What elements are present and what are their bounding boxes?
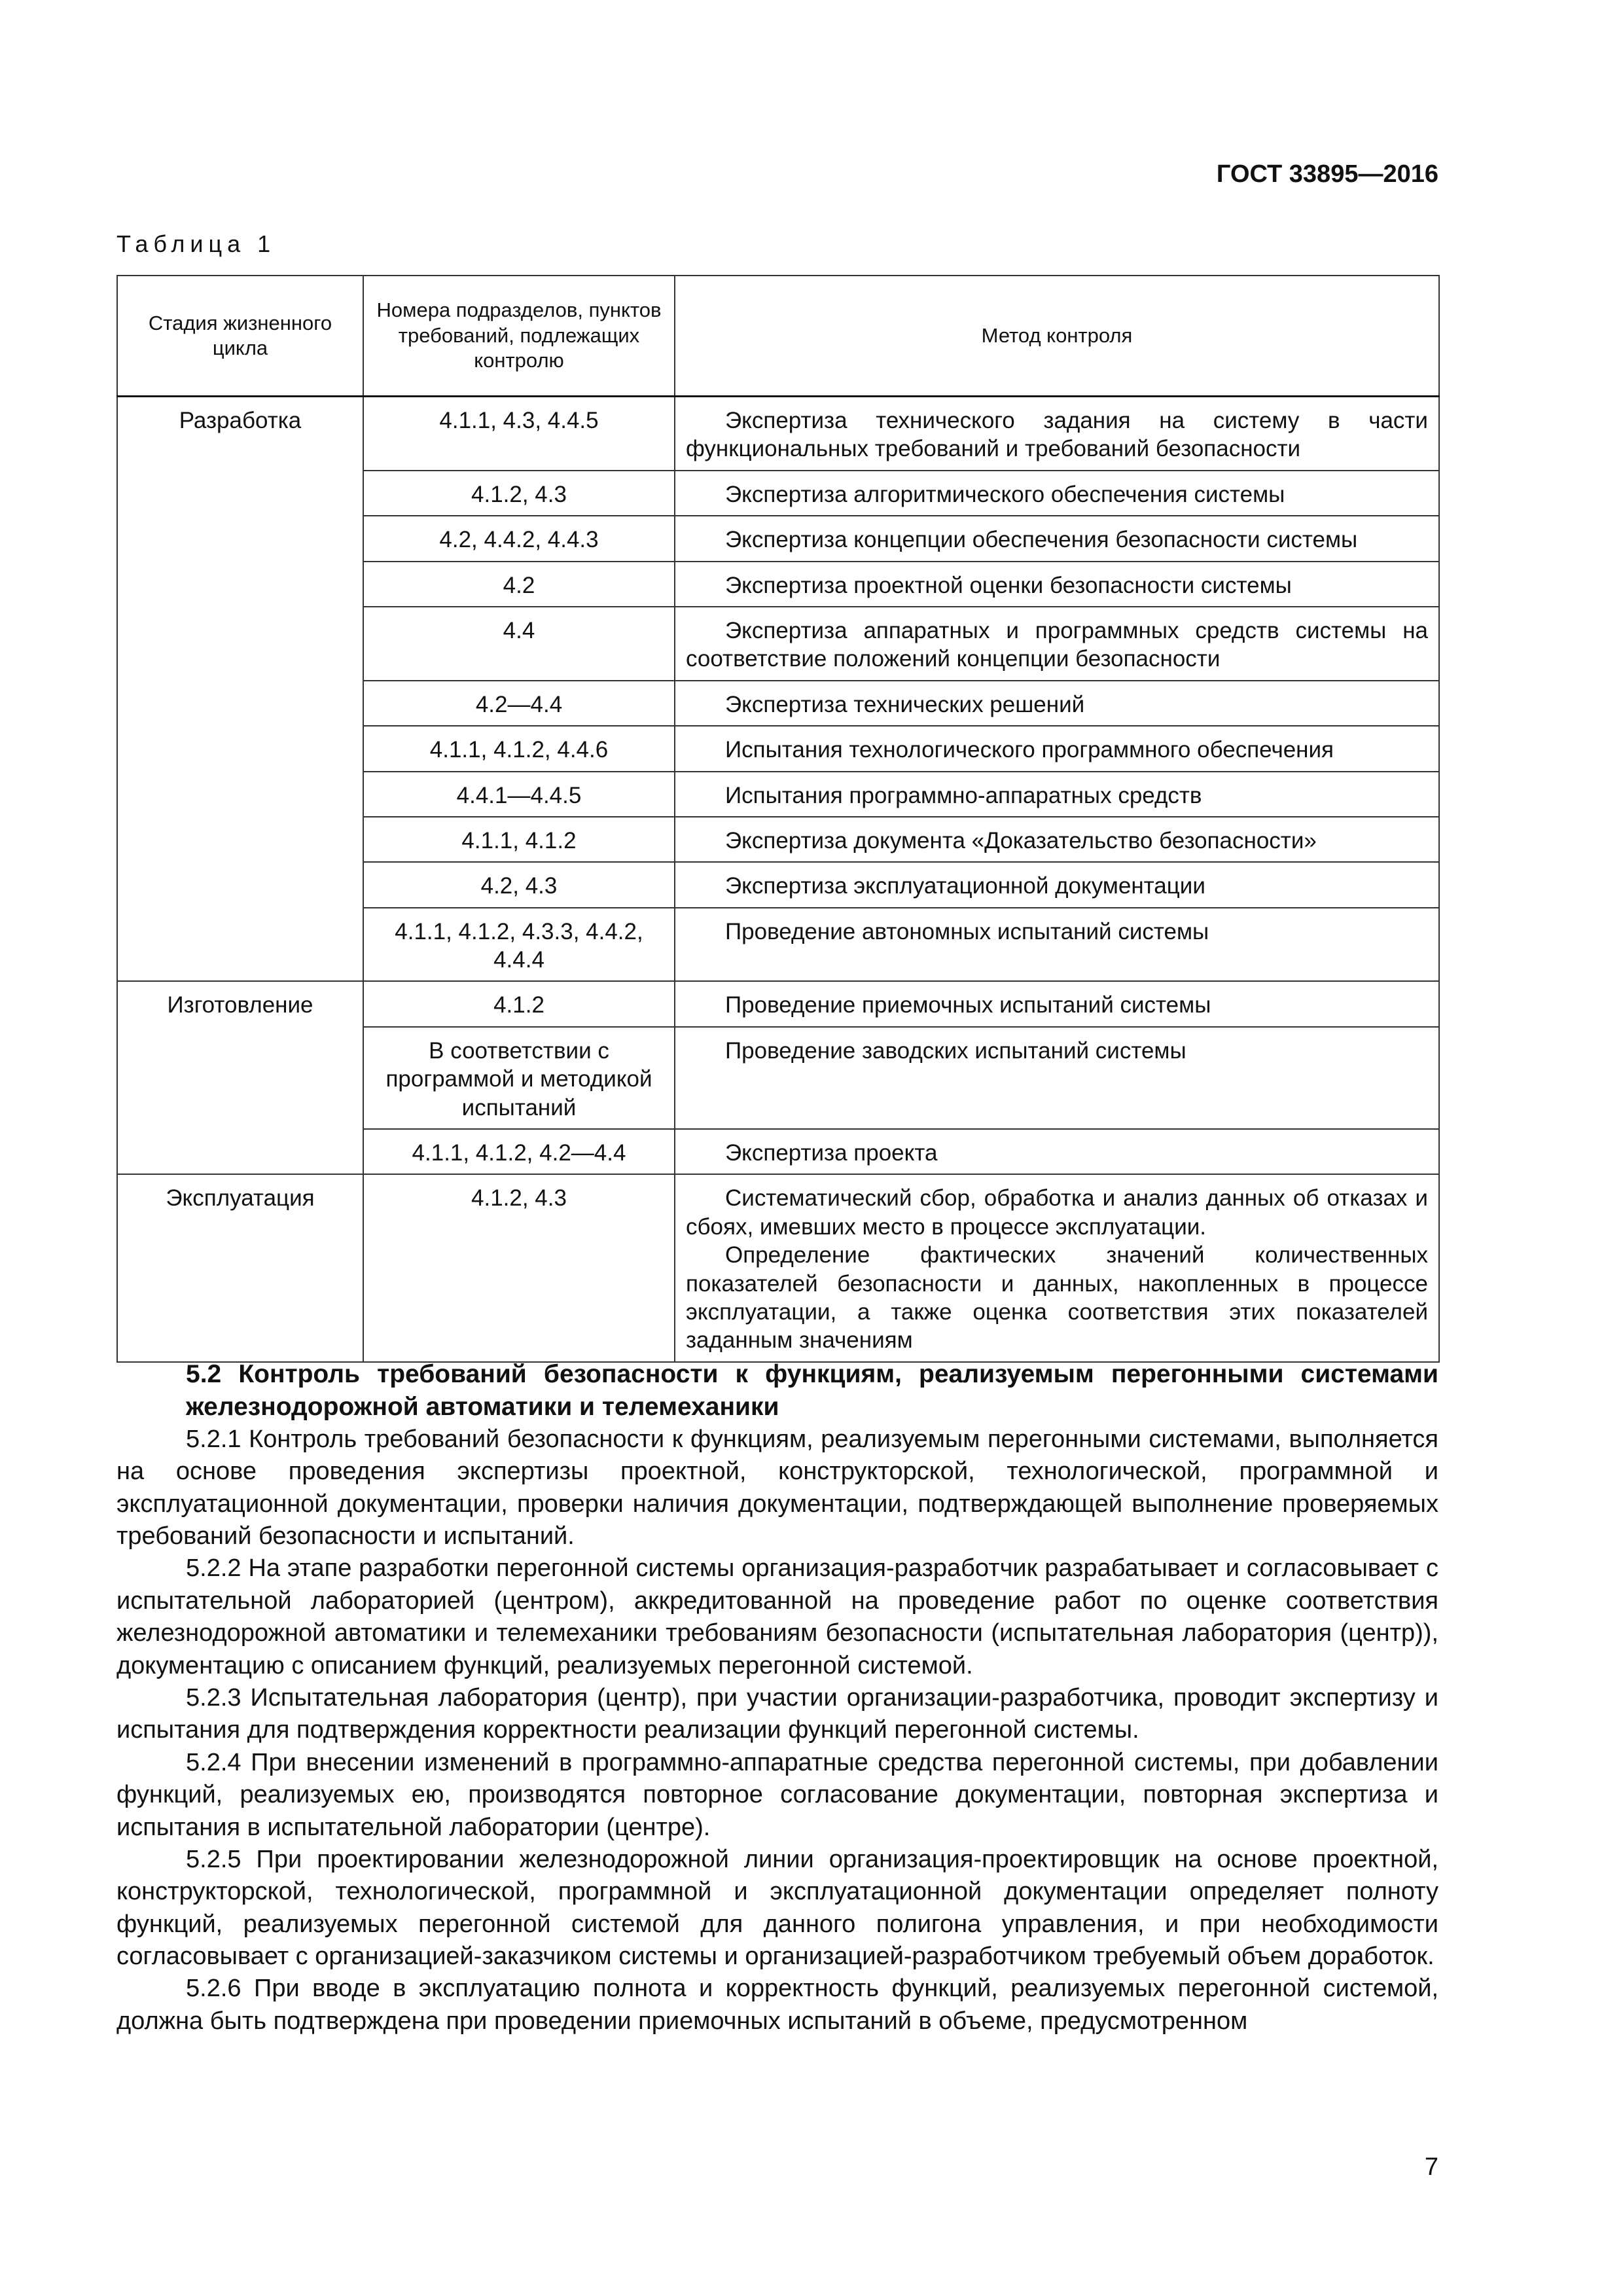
table-row xyxy=(117,862,1439,907)
method-cell xyxy=(675,772,1439,817)
points-cell: 4.2, 4.3 xyxy=(363,862,675,907)
points-cell: 4.1.1, 4.3, 4.4.5 xyxy=(363,397,675,471)
table-row xyxy=(117,471,1439,516)
table-row xyxy=(117,681,1439,726)
method-cell xyxy=(675,981,1439,1026)
points-cell: 4.1.1, 4.1.2, 4.2—4.4 xyxy=(363,1129,675,1174)
points-cell: 4.4 xyxy=(363,607,675,681)
paragraph-5-2-2: 5.2.2 На этапе разработки перегонной системы организация-разработчик разрабатывает и согласовывает с испытательной лабораторией (центром), аккредитованной на проведение работ по оценке соответствия железнодорожной автоматики и телемеханики требованиям безопасности (испытательная лаборатория (центр)), документацию с описанием функций, реализуемых перегонной системой. xyxy=(116,1554,1438,1679)
method-text: Проведение заводских испытаний системы xyxy=(725,1037,1186,1064)
method-cell xyxy=(675,681,1439,726)
points-cell: 4.2—4.4 xyxy=(363,681,675,726)
column-header-method: Метод контроля xyxy=(675,276,1439,397)
points-cell: В соответствии с программой и методикой испытаний xyxy=(363,1027,675,1129)
stage-cell xyxy=(117,908,363,982)
method-cell xyxy=(675,908,1439,982)
table-row xyxy=(117,397,1439,471)
points-cell: 4.1.1, 4.1.2, 4.4.6 xyxy=(363,726,675,771)
method-text-extra: Определение фактических значений количественных показателей безопасности и данных, накопленных в процессе эксплуатации, а также оценка соответствия этих показателей заданным значениям xyxy=(686,1242,1428,1354)
method-text: Экспертиза концепции обеспечения безопасности системы xyxy=(725,527,1358,553)
document-header: ГОСТ 33895—2016 xyxy=(1216,160,1438,188)
stage-cell xyxy=(117,607,363,681)
stage-cell xyxy=(117,681,363,726)
method-text: Экспертиза эксплуатационной документации xyxy=(725,873,1205,899)
points-cell: 4.1.2, 4.3 xyxy=(363,1174,675,1361)
stage-cell: Эксплуатация xyxy=(117,1174,363,1361)
points-cell: 4.1.2 xyxy=(363,981,675,1026)
table-row xyxy=(117,1174,1439,1361)
table-header-row xyxy=(117,276,1439,397)
method-cell xyxy=(675,471,1439,516)
method-text: Испытания технологического программного обеспечения xyxy=(725,737,1334,763)
stage-cell xyxy=(117,471,363,516)
method-cell xyxy=(675,817,1439,862)
method-cell xyxy=(675,862,1439,907)
stage-cell xyxy=(117,562,363,607)
table-row xyxy=(117,1027,1439,1129)
method-cell xyxy=(675,1174,1439,1361)
table-row xyxy=(117,562,1439,607)
method-text: Экспертиза проекта xyxy=(725,1140,938,1166)
table-row xyxy=(117,516,1439,561)
method-text: Систематический сбор, обработка и анализ данных об отказах и сбоях, имевших место в процессе эксплуатации. xyxy=(686,1185,1428,1240)
method-text: Проведение автономных испытаний системы xyxy=(725,918,1209,944)
stage-cell: Изготовление xyxy=(117,981,363,1026)
paragraph-5-2-4: 5.2.4 При внесении изменений в программно-аппаратные средства перегонной системы, при добавлении функций, реализуемых ею, производятся повторное согласование документации, повторная экспертиза и испытания в испытательной лаборатории (центре). xyxy=(116,1748,1438,1841)
points-cell: 4.2, 4.4.2, 4.4.3 xyxy=(363,516,675,561)
method-text: Экспертиза аппаратных и программных средств системы на соответствие положений концепции безопасности xyxy=(686,617,1428,672)
method-cell xyxy=(675,397,1439,471)
points-cell: 4.2 xyxy=(363,562,675,607)
section-5-2 xyxy=(116,1358,1438,2037)
page-number: 7 xyxy=(1424,2153,1438,2181)
stage-cell xyxy=(117,1027,363,1129)
method-text: Экспертиза технических решений xyxy=(725,691,1085,717)
method-cell xyxy=(675,1027,1439,1129)
table-row xyxy=(117,607,1439,681)
stage-cell xyxy=(117,726,363,771)
paragraph-5-2-1: 5.2.1 Контроль требований безопасности к функциям, реализуемым перегонными системами, выполняется на основе проведения экспертизы проектной, конструкторской, технологической, программной и эксплуатационной документации, проверки наличия документации, подтверждающей выполнение проверяемых требований безопасности и испытаний. xyxy=(116,1425,1438,1550)
stage-cell xyxy=(117,862,363,907)
method-cell xyxy=(675,607,1439,681)
paragraph-5-2-5: 5.2.5 При проектировании железнодорожной линии организация-проектировщик на основе проектной, конструкторской, технологической, программной и эксплуатационной документации определяет полноту функций, реализуемых перегонной системой для данного полигона управления, и при необходимости согласовывает с организацией-заказчиком системы и организацией-разработчиком требуемый объем доработок. xyxy=(116,1845,1438,1971)
stage-cell xyxy=(117,1129,363,1174)
method-text: Экспертиза технического задания на систему в части функциональных требований и требований безопасности xyxy=(686,408,1428,462)
points-cell: 4.1.2, 4.3 xyxy=(363,471,675,516)
paragraph-5-2-3: 5.2.3 Испытательная лаборатория (центр), при участии организации-разработчика, проводит экспертизу и испытания для подтверждения корректности реализации функций перегонной системы. xyxy=(116,1683,1438,1744)
method-cell xyxy=(675,1129,1439,1174)
table-row xyxy=(117,772,1439,817)
method-text: Экспертиза документа «Доказательство безопасности» xyxy=(725,827,1317,853)
table-caption: Таблица 1 xyxy=(116,230,276,257)
method-cell xyxy=(675,726,1439,771)
paragraph-5-2-6: 5.2.6 При вводе в эксплуатацию полнота и корректность функций, реализуемых перегонной системой, должна быть подтверждена при проведении приемочных испытаний в объеме, предусмотренном xyxy=(116,1975,1438,2035)
section-heading: 5.2 Контроль требований безопасности к функциям, реализуемым перегонными системами железнодорожной автоматики и телемеханики xyxy=(186,1360,1438,1421)
column-header-points: Номера подразделов, пунктов требований, подлежащих контролю xyxy=(363,276,675,397)
table-row xyxy=(117,1129,1439,1174)
stage-cell xyxy=(117,817,363,862)
points-cell: 4.4.1—4.4.5 xyxy=(363,772,675,817)
control-methods-table xyxy=(116,275,1440,1363)
method-cell xyxy=(675,562,1439,607)
method-text: Экспертиза алгоритмического обеспечения системы xyxy=(725,481,1285,507)
method-text: Экспертиза проектной оценки безопасности системы xyxy=(725,572,1292,598)
points-cell: 4.1.1, 4.1.2, 4.3.3, 4.4.2, 4.4.4 xyxy=(363,908,675,982)
method-cell xyxy=(675,516,1439,561)
column-header-stage: Стадия жизненного цикла xyxy=(117,276,363,397)
table-row xyxy=(117,908,1439,982)
points-cell: 4.1.1, 4.1.2 xyxy=(363,817,675,862)
table-row xyxy=(117,817,1439,862)
method-text: Испытания программно-аппаратных средств xyxy=(725,782,1202,808)
stage-cell xyxy=(117,772,363,817)
method-text: Проведение приемочных испытаний системы xyxy=(725,992,1211,1018)
table-row xyxy=(117,726,1439,771)
stage-cell xyxy=(117,516,363,561)
table-row xyxy=(117,981,1439,1026)
stage-cell: Разработка xyxy=(117,397,363,471)
